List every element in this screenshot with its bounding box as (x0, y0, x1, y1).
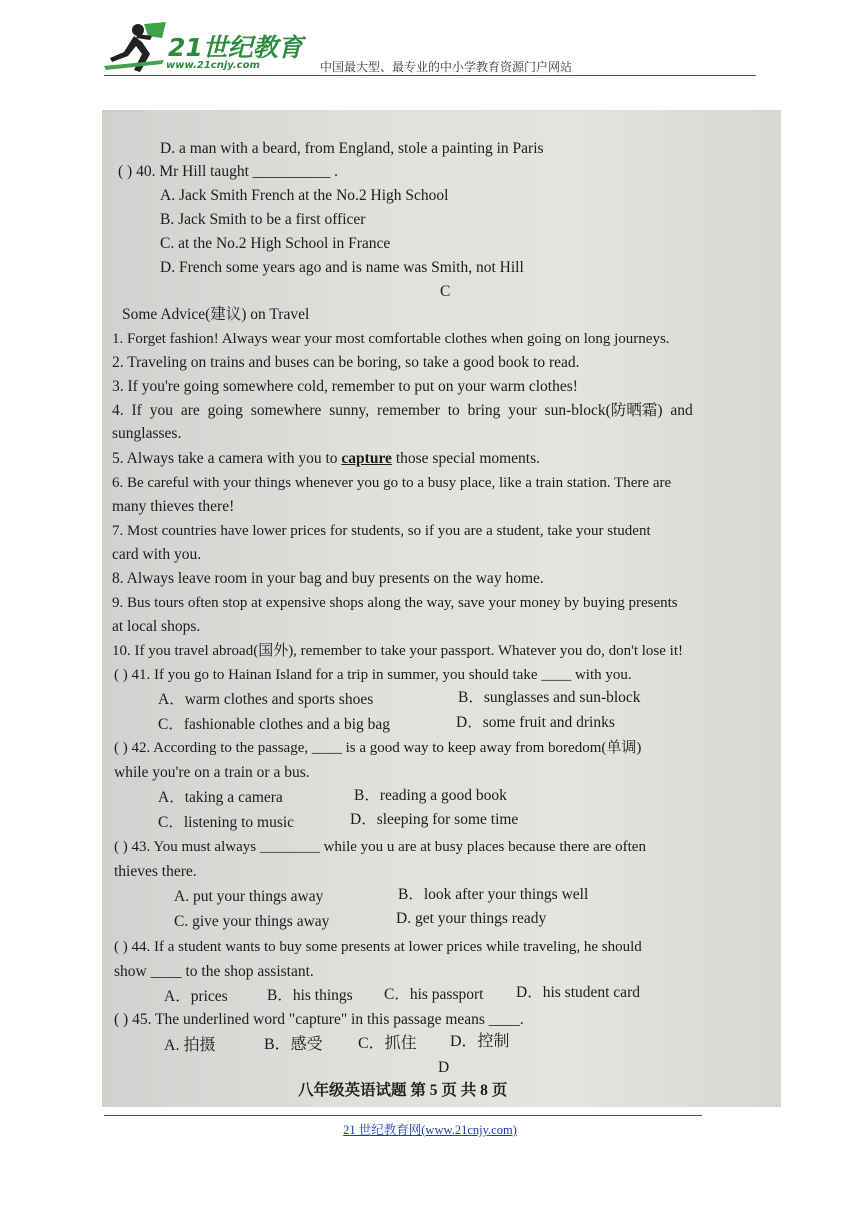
question-line: thieves there. (114, 863, 197, 880)
option-d: D．sleeping for some time (350, 811, 519, 828)
footer-divider (104, 1115, 702, 1116)
site-tagline: 中国最大型、最专业的中小学教育资源门户网站 (320, 60, 573, 74)
passage-line-5: 5. Always take a camera with you to capture those special moments. (112, 450, 541, 467)
option-line: C. at the No.2 High School in France (160, 235, 391, 252)
section-letter: C (440, 283, 451, 300)
option-c: C．his passport (384, 986, 484, 1003)
underlined-word: capture (341, 450, 392, 467)
passage-line: 6. Be careful with your things whenever you go to a busy place, like a train station. There are (112, 475, 672, 491)
page-header (0, 0, 860, 80)
option-d: D．some fruit and drinks (456, 714, 615, 731)
question-line: ( ) 45. The underlined word "capture" in this passage means ____. (114, 1011, 524, 1028)
question-line: ( ) 40. Mr Hill taught __________ . (118, 163, 338, 180)
passage-line: 3. If you're going somewhere cold, remember to put on your warm clothes! (112, 378, 578, 395)
passage-line: sunglasses. (112, 425, 182, 442)
option-a: A. 拍摄 (164, 1037, 216, 1054)
passage-line: many thieves there! (112, 498, 235, 515)
option-b: B．look after your things well (398, 886, 589, 903)
option-a: A．prices (164, 988, 228, 1005)
option-d: D. get your things ready (396, 910, 547, 927)
option-line: B. Jack Smith to be a first officer (160, 211, 366, 228)
question-line: ( ) 41. If you go to Hainan Island for a trip in summer, you should take ____ with you. (114, 667, 632, 683)
passage-title: Some Advice(建议) on Travel (122, 306, 310, 323)
passage-line: 7. Most countries have lower prices for students, so if you are a student, take your student (112, 523, 651, 539)
passage-line: 8. Always leave room in your bag and buy presents on the way home. (112, 570, 544, 587)
option-c: C．listening to music (158, 814, 295, 831)
logo-wordmark: 21世纪教育 (168, 33, 303, 62)
header-divider (104, 75, 756, 76)
option-a: A．taking a camera (158, 789, 283, 806)
question-line: ( ) 43. You must always ________ while you u are at busy places because there are often (114, 839, 646, 855)
option-a: A．warm clothes and sports shoes (158, 691, 374, 708)
option-b: B．reading a good book (354, 787, 507, 804)
passage-line: 9. Bus tours often stop at expensive shops along the way, save your money by buying presents (112, 595, 678, 611)
scanned-exam-page (102, 110, 781, 1107)
option-a: A. put your things away (174, 888, 324, 905)
option-line: A. Jack Smith French at the No.2 High School (160, 187, 449, 204)
option-c: C．fashionable clothes and a big bag (158, 716, 391, 733)
passage-line: 2. Traveling on trains and buses can be boring, so take a good book to read. (112, 354, 580, 371)
question-line: ( ) 42. According to the passage, ____ is a good way to keep away from boredom(单调) (114, 740, 642, 756)
page-footer-label: 八年级英语试题 第 5 页 共 8 页 (298, 1082, 508, 1099)
option-line: D. French some years ago and is name was Smith, not Hill (160, 259, 524, 276)
option-c: C. give your things away (174, 913, 330, 930)
passage-line: 10. If you travel abroad(国外), remember to take your passport. Whatever you do, don't lose it! (112, 643, 684, 659)
question-line: while you're on a train or a bus. (114, 764, 310, 781)
section-letter: D (438, 1059, 450, 1076)
question-line: show ____ to the shop assistant. (114, 963, 314, 980)
passage-line: 4. If you are going somewhere sunny, remember to bring your sun-block(防晒霜) and (112, 402, 693, 419)
footer-site-link[interactable]: 21 世纪教育网(www.21cnjy.com) (343, 1123, 517, 1137)
option-b: B．sunglasses and sun-block (458, 689, 641, 706)
option-b: B．his things (267, 987, 353, 1004)
passage-line: at local shops. (112, 618, 201, 635)
passage-line: card with you. (112, 546, 202, 563)
option-d: D．his student card (516, 984, 640, 1001)
option-d: D．控制 (450, 1033, 510, 1050)
question-line: ( ) 44. If a student wants to buy some presents at lower prices while traveling, he should (114, 939, 642, 955)
option-c: C．抓住 (358, 1035, 417, 1052)
logo-url: www.21cnjy.com (166, 60, 260, 71)
option-line: D. a man with a beard, from England, stole a painting in Paris (160, 140, 544, 157)
passage-line: 1. Forget fashion! Always wear your most comfortable clothes when going on long journeys. (112, 331, 670, 347)
option-b: B．感受 (264, 1036, 323, 1053)
